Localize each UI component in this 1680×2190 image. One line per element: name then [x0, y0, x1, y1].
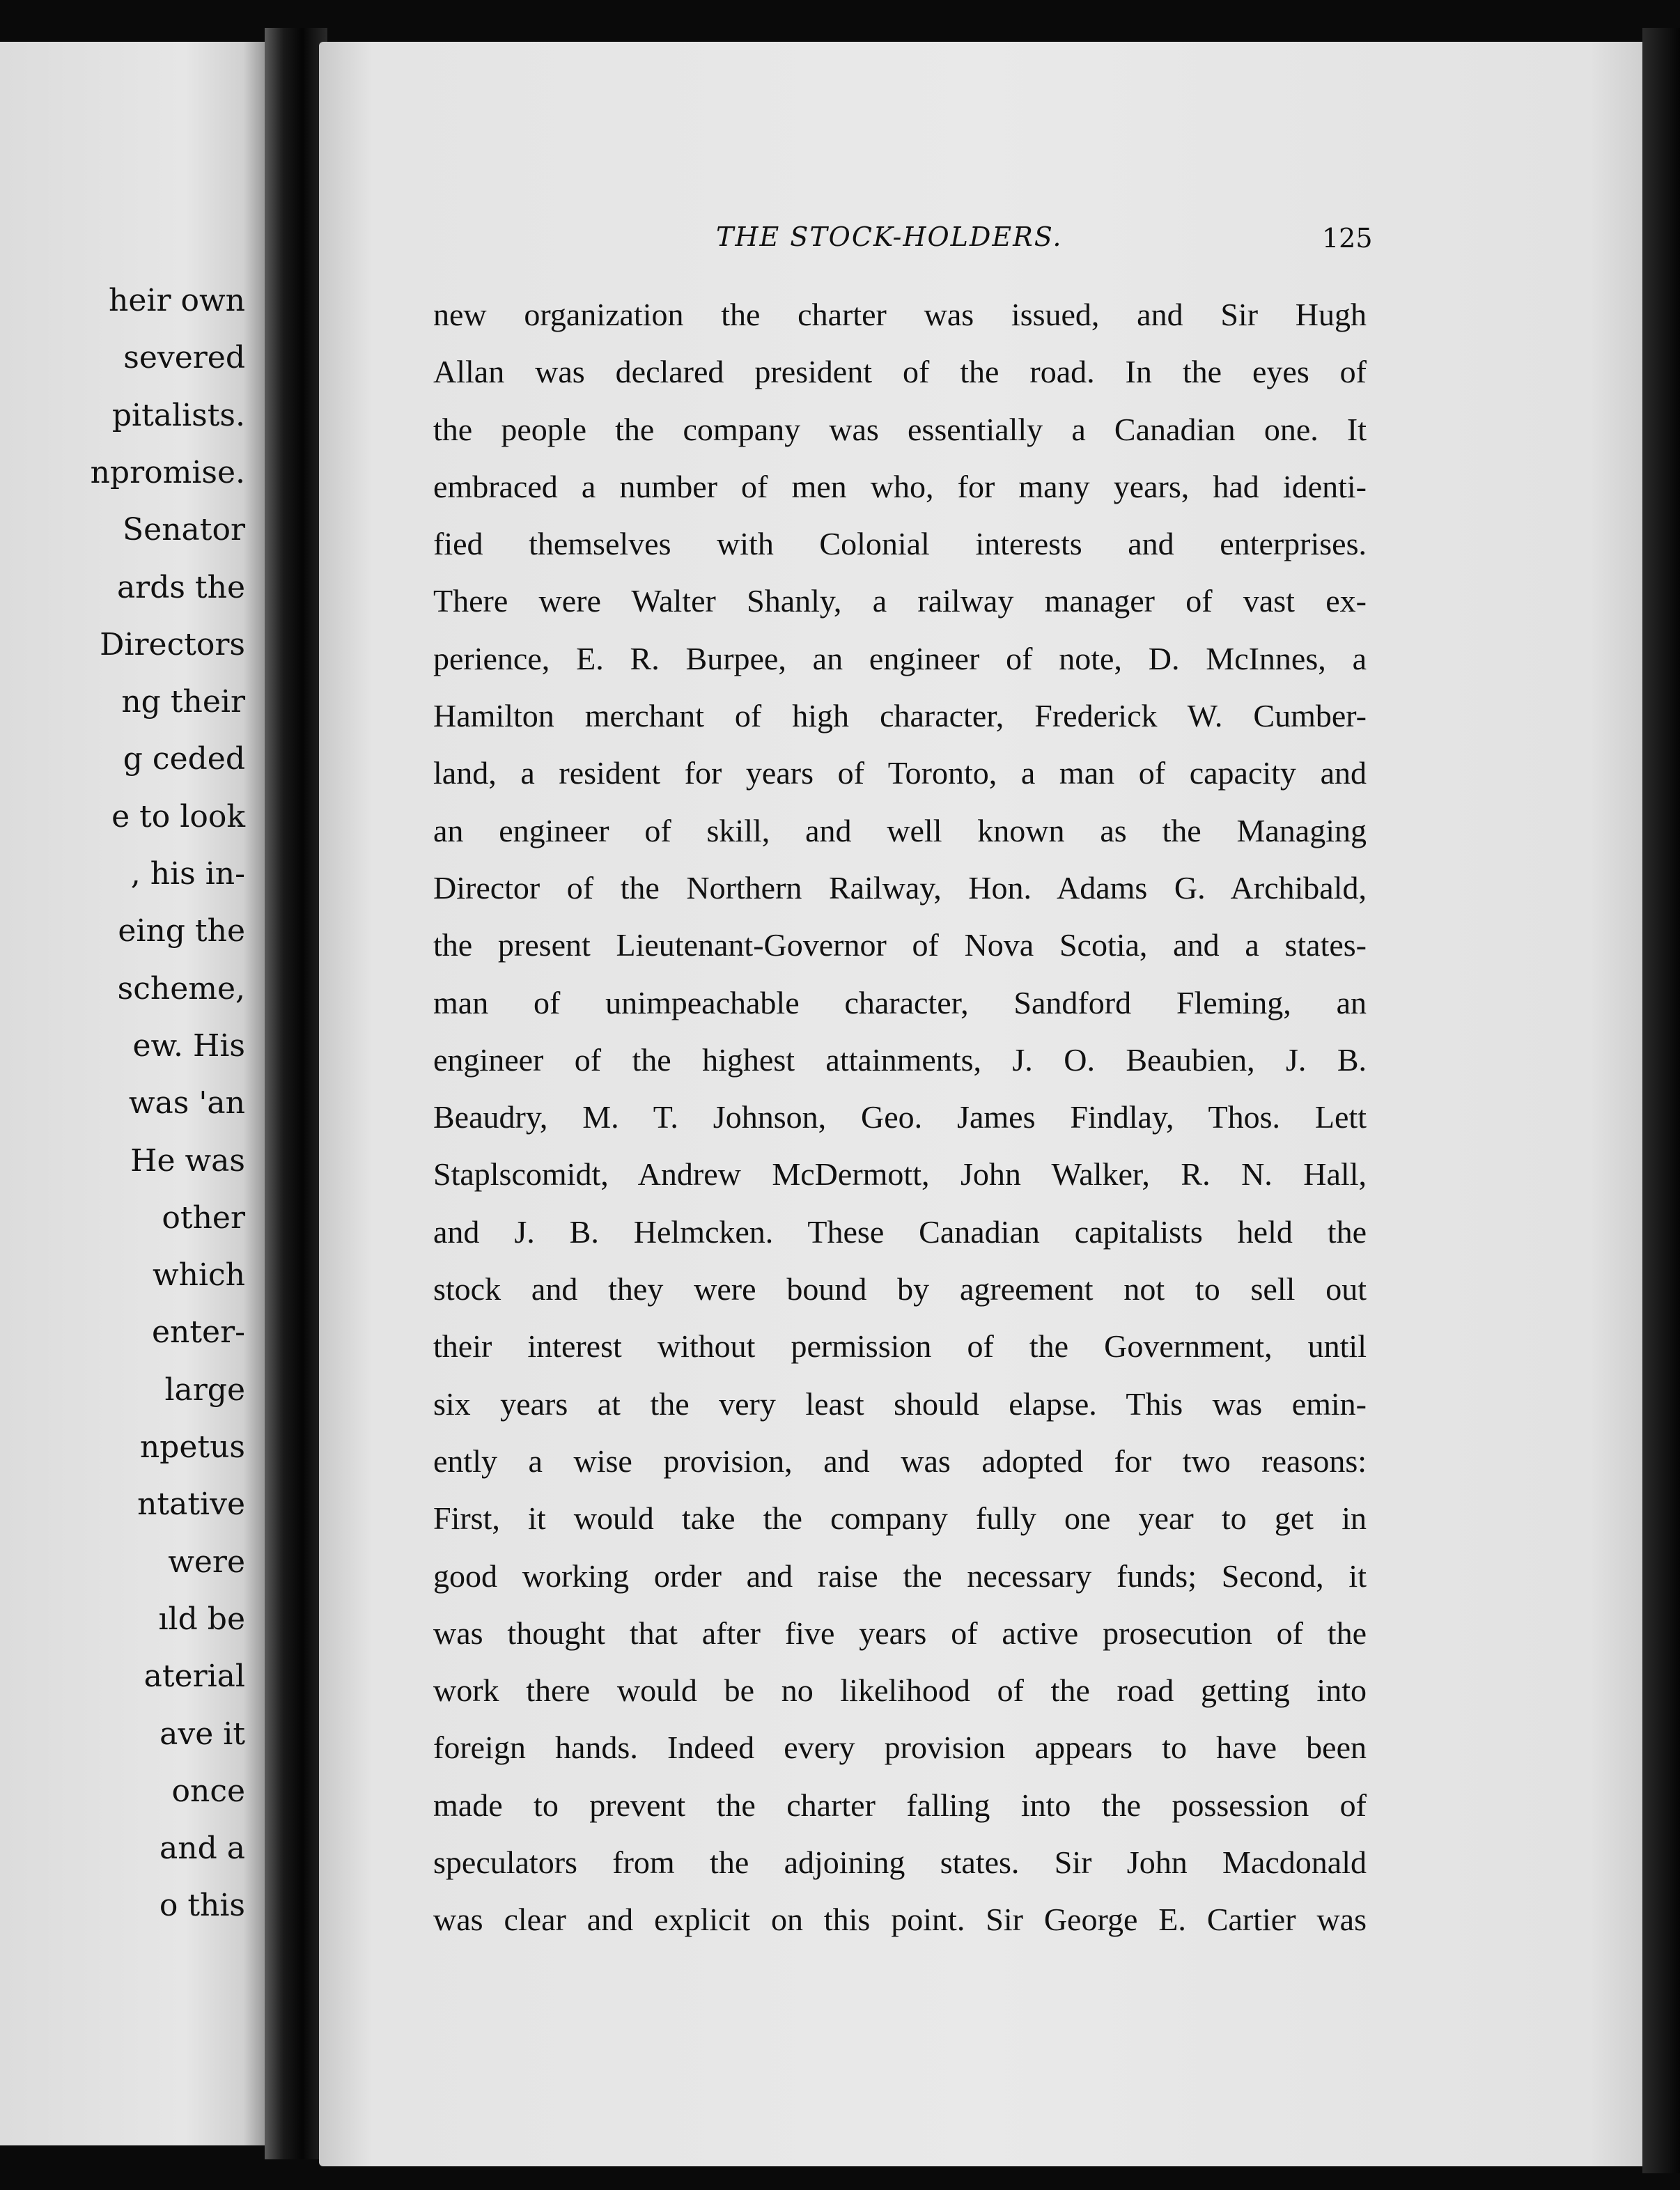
- text-line: First, it would take the company fully one year to get in: [433, 1500, 1367, 1537]
- left-page-line-fragment: pitalists.: [111, 397, 245, 433]
- text-line: Director of the Northern Railway, Hon. Adams G. Archibald,: [433, 869, 1367, 906]
- left-page-line-fragment: g ceded: [123, 741, 245, 777]
- left-page-line-fragment: ıld be: [158, 1601, 245, 1637]
- left-page-line-fragment: which: [152, 1257, 245, 1294]
- text-line: six years at the very least should elapse. This was emin-: [433, 1385, 1367, 1422]
- left-page-line-fragment: other: [162, 1199, 245, 1236]
- text-line: was thought that after five years of active prosecution of the: [433, 1615, 1367, 1651]
- text-line: fied themselves with Colonial interests and enterprises.: [433, 526, 1367, 562]
- text-line: new organization the charter was issued, and Sir Hugh: [433, 297, 1367, 332]
- text-line: engineer of the highest attainments, J. O. Beaubien, J. B.: [433, 1041, 1367, 1078]
- left-page-line-fragment: heir own: [109, 283, 245, 318]
- left-page-line-fragment: scheme,: [117, 970, 245, 1007]
- text-line: the people the company was essentially a Canadian one. It: [433, 411, 1367, 447]
- left-page-line-fragment: and a: [160, 1831, 245, 1867]
- left-page-line-fragment: once: [171, 1773, 245, 1809]
- page-number: 125: [1322, 223, 1373, 254]
- left-page-line-fragment: Directors: [100, 626, 245, 662]
- left-page-line-fragment: npetus: [139, 1429, 245, 1465]
- text-line: work there would be no likelihood of the road getting into: [433, 1672, 1367, 1709]
- left-page-line-fragment: ntative: [137, 1486, 245, 1523]
- text-line: good working order and raise the necessary funds; Second, it: [433, 1558, 1367, 1594]
- left-page-line-fragment: was 'an: [128, 1085, 245, 1121]
- text-line: stock and they were bound by agreement not to sell out: [433, 1271, 1367, 1307]
- text-line: foreign hands. Indeed every provision appears to have been: [433, 1730, 1367, 1766]
- scan-right-edge: [1642, 28, 1680, 2173]
- left-page-line-fragment: , his in-: [130, 856, 245, 892]
- left-page-line-fragment: aterial: [143, 1659, 245, 1695]
- text-line: Allan was declared president of the road. In the eyes of: [433, 354, 1367, 390]
- left-page-line-fragment: ards the: [116, 569, 245, 605]
- text-line: Hamilton merchant of high character, Frederick W. Cumber-: [433, 698, 1367, 734]
- text-line: land, a resident for years of Toronto, a man of capacity and: [433, 755, 1367, 791]
- text-line: ently a wise provision, and was adopted for two reasons:: [433, 1443, 1367, 1479]
- left-page-line-fragment: Senator: [123, 512, 245, 548]
- left-page-line-fragment: e to look: [111, 798, 245, 834]
- left-page-line-fragment: enter-: [152, 1314, 245, 1351]
- text-line: made to prevent the charter falling into the possession of: [433, 1787, 1367, 1823]
- text-line: man of unimpeachable character, Sandford Fleming, an: [433, 984, 1367, 1020]
- left-page-line-fragment: large: [164, 1372, 245, 1408]
- left-page-line-fragment: ew. His: [132, 1027, 245, 1064]
- text-line: Staplscomidt, Andrew McDermott, John Walker, R. N. Hall,: [433, 1156, 1367, 1193]
- text-line: their interest without permission of the Government, until: [433, 1328, 1367, 1365]
- body-text: [433, 295, 1367, 1958]
- left-page-line-fragment: severed: [123, 340, 245, 376]
- left-page-line-fragment: eing the: [118, 913, 245, 949]
- text-line: perience, E. R. Burpee, an engineer of note, D. McInnes, a: [433, 640, 1367, 676]
- left-page-line-fragment: ave it: [160, 1716, 245, 1752]
- text-line: and J. B. Helmcken. These Canadian capitalists held the: [433, 1213, 1367, 1250]
- left-page-line-fragment: o this: [159, 1888, 245, 1924]
- text-line: the present Lieutenant-Governor of Nova Scotia, and a states-: [433, 927, 1367, 963]
- left-facing-page: [0, 42, 265, 2145]
- text-line: speculators from the adjoining states. Sir John Macdonald: [433, 1845, 1367, 1881]
- text-line: an engineer of skill, and well known as the Managing: [433, 812, 1367, 848]
- running-head: THE STOCK-HOLDERS.: [716, 222, 1063, 252]
- book-gutter: [265, 28, 327, 2159]
- left-page-line-fragment: were: [168, 1544, 245, 1580]
- left-page-line-fragment: He was: [130, 1142, 245, 1179]
- text-line: was clear and explicit on this point. Sir George E. Cartier was: [433, 1902, 1367, 1938]
- left-page-line-fragment: ng their: [121, 684, 245, 720]
- text-line: embraced a number of men who, for many years, had identi-: [433, 468, 1367, 504]
- text-line: Beaudry, M. T. Johnson, Geo. James Findlay, Thos. Lett: [433, 1099, 1367, 1135]
- text-line: There were Walter Shanly, a railway manager of vast ex-: [433, 583, 1367, 619]
- left-page-line-fragment: npromise.: [90, 454, 245, 490]
